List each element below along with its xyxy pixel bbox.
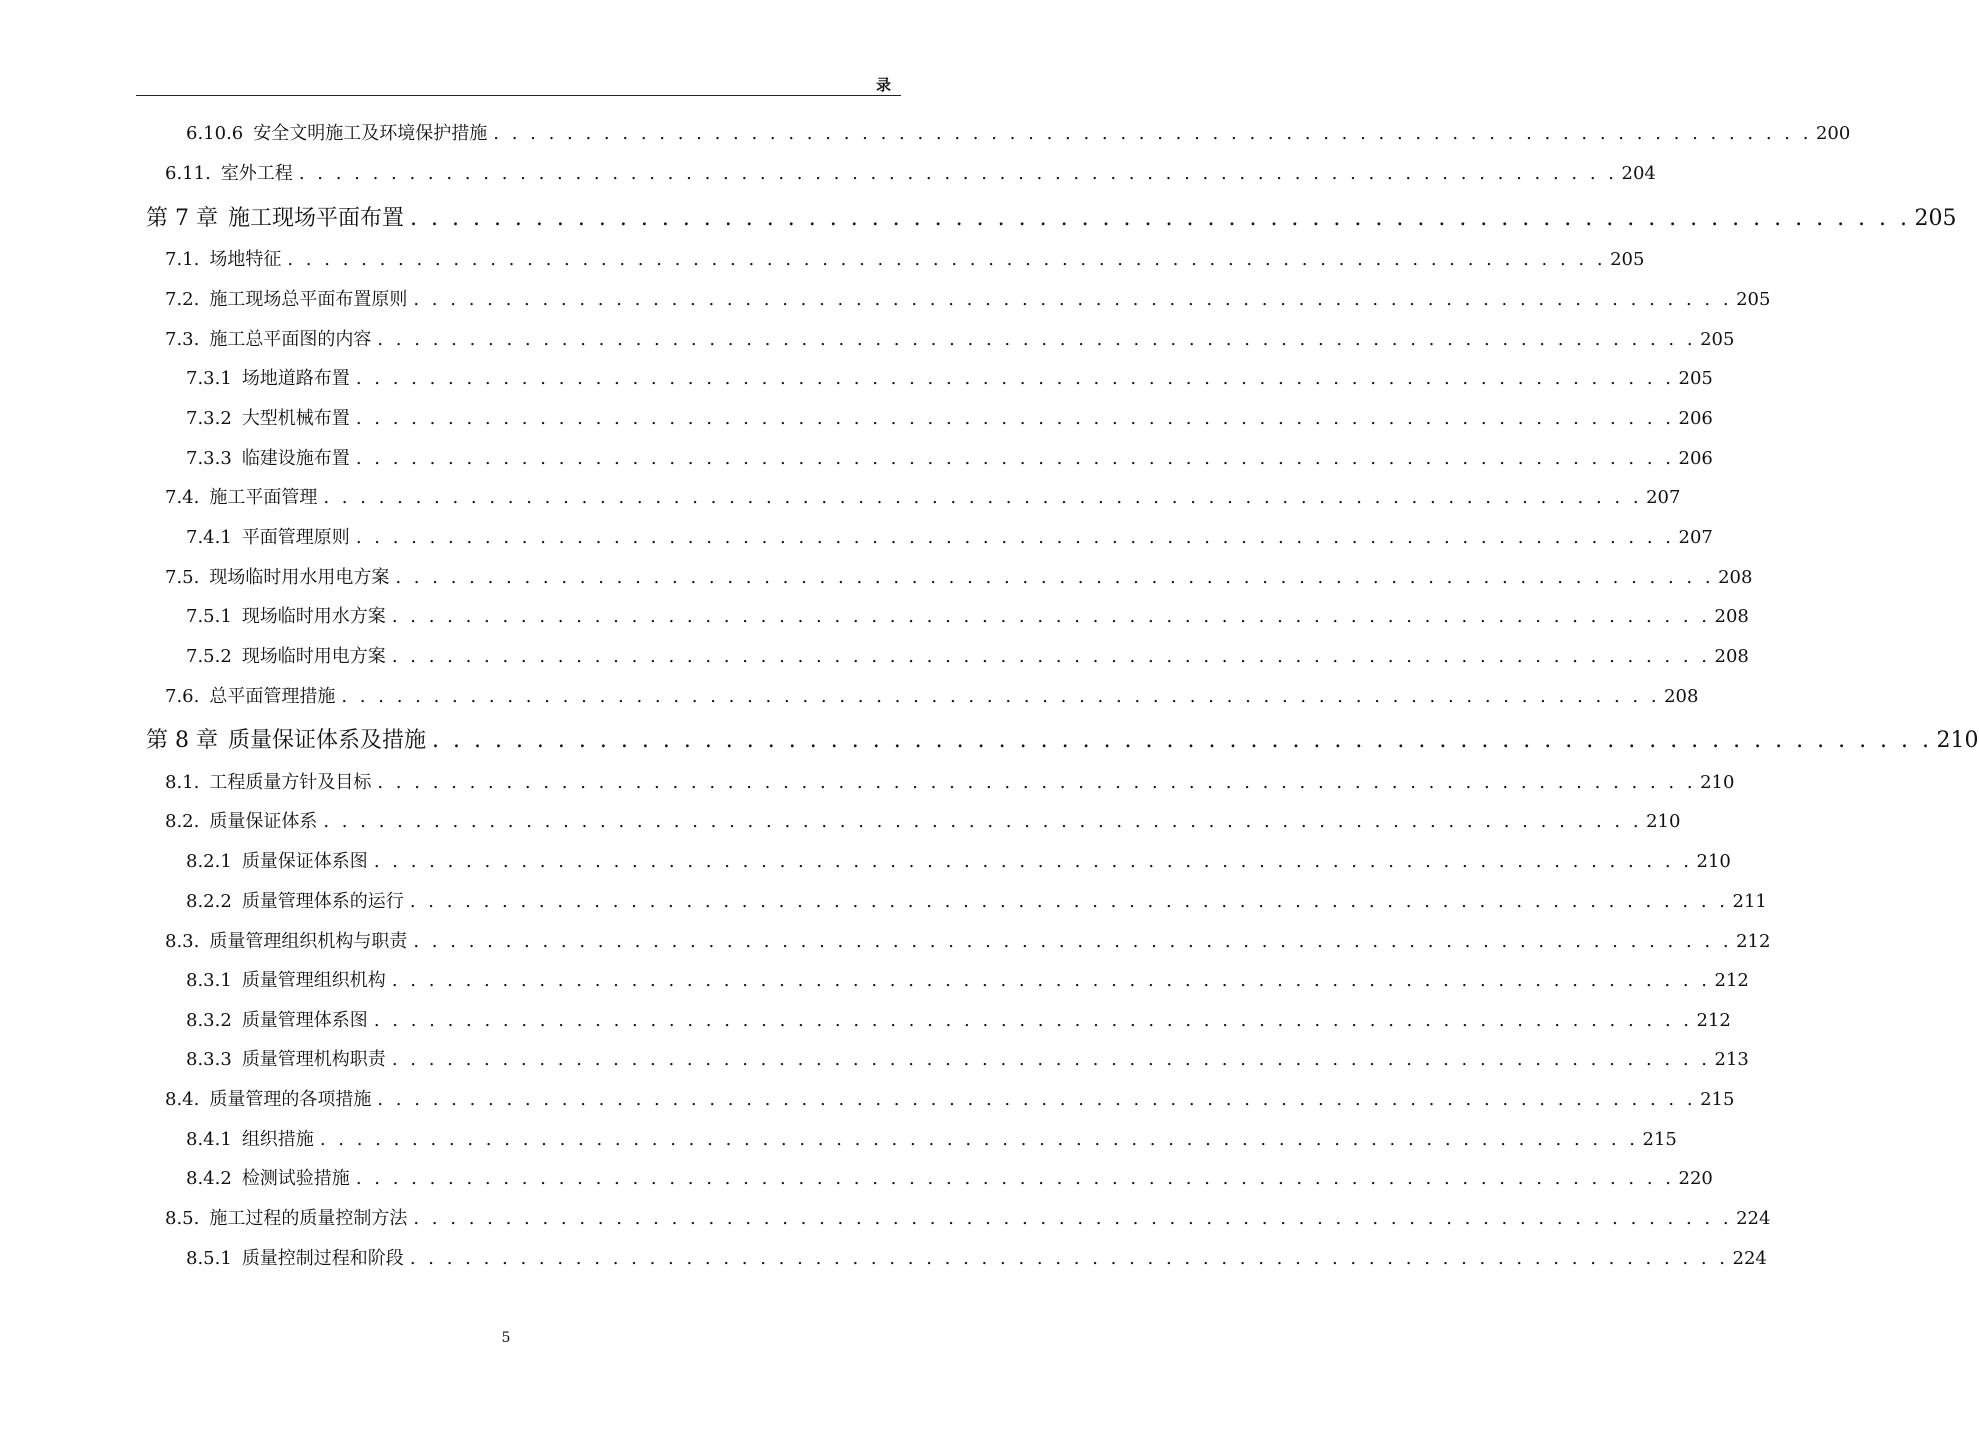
dot-leader: . . . . . . . . . . . . . . . . . . . . . . . . . . . . . . . . . . . . . . . . . . . . . . . . . . . . . . . . . . . . . . . . . . . . . . . . — [298, 163, 1618, 184]
toc-entry-number: 7.5.1 — [186, 606, 232, 627]
toc-entry-title: 质量管理体系的运行 — [241, 891, 404, 912]
toc-entry[interactable] — [165, 563, 1753, 593]
toc-entry[interactable] — [186, 1045, 1749, 1075]
toc-entry-title: 施工现场平面布置 — [227, 206, 404, 231]
dot-leader: . . . . . . . . . . . . . . . . . . . . . . . . . . . . . . . . . . . . . . . . . . . . . . . . . . . . . . . . . . . . . . . . . . . . . . . . — [319, 1129, 1639, 1150]
toc-entry-page: 208 — [1664, 686, 1699, 707]
toc-entry[interactable] — [186, 119, 1851, 149]
toc-entry-number: 7.4. — [165, 487, 200, 508]
toc-entry-page: 206 — [1678, 408, 1713, 429]
toc-entry-page: 210 — [1700, 772, 1735, 793]
toc-entry-number: 7.5.2 — [186, 646, 232, 667]
toc-entry-page: 208 — [1714, 606, 1749, 627]
dot-leader: . . . . . . . . . . . . . . . . . . . . . . . . . . . . . . . . . . . . . . . . . . . . . . . . . . . . . . . . . . . . . . . . . . . . . . . . — [413, 1208, 1733, 1229]
toc-entry[interactable] — [165, 285, 1771, 315]
toc-entry-page: 208 — [1718, 567, 1753, 588]
toc-entry-number: 8.4. — [165, 1089, 200, 1110]
toc-entry-title: 质量保证体系及措施 — [227, 728, 426, 753]
toc-entry-page: 208 — [1714, 646, 1749, 667]
toc-entry-page: 204 — [1621, 163, 1656, 184]
toc-entry-page: 213 — [1714, 1049, 1749, 1070]
toc-entry-number: 第 7 章 — [146, 206, 218, 231]
running-header-title: 录 — [875, 76, 892, 94]
toc-entry-page: 210 — [1646, 811, 1681, 832]
toc-entry[interactable] — [186, 1006, 1731, 1036]
toc-entry-page: 205 — [1610, 249, 1645, 270]
dot-leader: . . . . . . . . . . . . . . . . . . . . . . . . . . . . . . . . . . . . . . . . . . . . . . . . . . . . . . . . . . . . . . . . . . . . . . . . — [373, 1010, 1693, 1031]
toc-entry[interactable] — [165, 245, 1645, 275]
toc-entry[interactable] — [165, 682, 1699, 712]
toc-entry-title: 大型机械布置 — [241, 408, 350, 429]
toc-entry-number: 6.11. — [165, 163, 211, 184]
dot-leader: . . . . . . . . . . . . . . . . . . . . . . . . . . . . . . . . . . . . . . . . . . . . . . . . . . . . . . . . . . . . . . . . . . . . . . . . — [413, 289, 1733, 310]
toc-entry-number: 8.5.1 — [186, 1248, 232, 1269]
dot-leader: . . . . . . . . . . . . . . . . . . . . . . . . . . . . . . . . . . . . . . . . . . . . . . . . . . . . . . . . . . . . . . . . . . . . . . . . — [413, 931, 1733, 952]
toc-entry-title: 施工过程的质量控制方法 — [209, 1208, 408, 1229]
toc-entry[interactable] — [165, 927, 1771, 957]
toc-entry[interactable] — [186, 523, 1713, 553]
toc-entry[interactable] — [165, 159, 1656, 189]
dot-leader: . . . . . . . . . . . . . . . . . . . . . . . . . . . . . . . . . . . . . . . . . . . . . . . . . . . . . . . . . . . . . . . . . . . . . . . . — [355, 408, 1675, 429]
dot-leader: . . . . . . . . . . . . . . . . . . . . . . . . . . . . . . . . . . . . . . . . . . . . . . . . . . . . . . . . . . . . . . . . . . . . . . . . — [395, 567, 1715, 588]
toc-entry-title: 质量管理组织机构与职责 — [209, 931, 408, 952]
toc-entry-page: 220 — [1678, 1168, 1713, 1189]
dot-leader: . . . . . . . . . . . . . . . . . . . . . . . . . . . . . . . . . . . . . . . . . . . . . . . . . . . . . . . . . . . . . . . . . . . . . . . . — [323, 487, 1643, 508]
toc-entry-page: 207 — [1646, 487, 1681, 508]
toc-entry-number: 8.4.2 — [186, 1168, 232, 1189]
dot-leader: . . . . . . . . . . . . . . . . . . . . . . . . . . . . . . . . . . . . . . . . . . . . . . . . . . . . . . . . . . . . . . . . . . . . . . . . — [355, 368, 1675, 389]
toc-entry[interactable] — [186, 602, 1749, 632]
toc-entry-page: 210 — [1696, 851, 1731, 872]
toc-entry[interactable] — [165, 1085, 1735, 1115]
toc-entry-page: 205 — [1700, 329, 1735, 350]
toc-entry-number: 8.2.2 — [186, 891, 232, 912]
toc-entry-number: 7.6. — [165, 686, 200, 707]
toc-entry-page: 224 — [1732, 1248, 1767, 1269]
toc-entry-page: 205 — [1914, 206, 1957, 231]
dot-leader: . . . . . . . . . . . . . . . . . . . . . . . . . . . . . . . . . . . . . . . . . . . . . . . . . . . . . . . . . . . . . . . . . . . . . . . . — [373, 851, 1693, 872]
toc-entry-title: 施工总平面图的内容 — [209, 329, 372, 350]
toc-entry-number: 7.2. — [165, 289, 200, 310]
toc-entry-page: 205 — [1678, 368, 1713, 389]
toc-entry[interactable] — [165, 483, 1681, 513]
page-number: 5 — [501, 1330, 511, 1346]
toc-entry-title: 室外工程 — [220, 163, 293, 184]
dot-leader: . . . . . . . . . . . . . . . . . . . . . . . . . . . . . . . . . . . . . . . . . . . . . . . . . . . . . . . . . . . . . . . . . . . . . . . . — [409, 891, 1729, 912]
dot-leader: . . . . . . . . . . . . . . . . . . . . . . . . . . . . . . . . . . . . . . . . . . . . . . . . . . . . . . . . . . . . . . . . . . . . . . . . — [341, 686, 1661, 707]
toc-entry[interactable] — [186, 1125, 1677, 1155]
toc-entry[interactable] — [186, 887, 1767, 917]
toc-entry-title: 场地道路布置 — [241, 368, 350, 389]
toc-entry-title: 场地特征 — [209, 249, 282, 270]
toc-entry-number: 7.3.1 — [186, 368, 232, 389]
toc-entry-title: 现场临时用电方案 — [241, 646, 386, 667]
toc-entry-number: 8.3.2 — [186, 1010, 232, 1031]
toc-entry-title: 组织措施 — [241, 1129, 314, 1150]
toc-entry-page: 210 — [1936, 728, 1979, 753]
toc-entry-title: 施工现场总平面布置原则 — [209, 289, 408, 310]
toc-entry[interactable] — [186, 1164, 1713, 1194]
toc-entry-page: 212 — [1696, 1010, 1731, 1031]
dot-leader: . . . . . . . . . . . . . . . . . . . . . . . . . . . . . . . . . . . . . . . . . . . . . . . . . . . . . . . . . . . . . . . . . . . . . . . . — [391, 646, 1711, 667]
toc-entry[interactable] — [186, 404, 1713, 434]
toc-entry[interactable] — [165, 807, 1681, 837]
toc-entry-number: 8.2. — [165, 811, 200, 832]
toc-entry-page: 212 — [1714, 970, 1749, 991]
toc-entry-page: 200 — [1815, 123, 1851, 144]
dot-leader: . . . . . . . . . . . . . . . . . . . . . . . . . . . . . . . . . . . . . . . . . . . . . . . . . . . . . . . . . . . . . . . . . . . . . . . . — [287, 249, 1607, 270]
toc-entry[interactable] — [186, 847, 1731, 877]
toc-entry-number: 7.3. — [165, 329, 200, 350]
toc-entry-number: 7.3.2 — [186, 408, 232, 429]
dot-leader: . . . . . . . . . . . . . . . . . . . . . . . . . . . . . . . . . . . . . . . . . . . . . . . . . . . . . . . . . . . . . . . . . . . . . . . . — [355, 527, 1675, 548]
toc-entry-number: 8.5. — [165, 1208, 200, 1229]
toc-entry-number: 8.1. — [165, 772, 200, 793]
toc-entry-title: 平面管理原则 — [241, 527, 350, 548]
dot-leader: . . . . . . . . . . . . . . . . . . . . . . . . . . . . . . . . . . . . . . . . . . . . . . . . . . . . . . . . . . . . . . . . . . . . . . . . — [377, 329, 1697, 350]
toc-entry-page: 212 — [1736, 931, 1771, 952]
toc-entry-title: 质量控制过程和阶段 — [241, 1248, 404, 1269]
toc-entry-title: 施工平面管理 — [209, 487, 318, 508]
dot-leader: . . . . . . . . . . . . . . . . . . . . . . . . . . . . . . . . . . . . . . . . . . . . . . . . . . . . . . . . . . . . . . . . . . . . . . . . — [391, 970, 1711, 991]
toc-entry-title: 安全文明施工及环境保护措施 — [253, 123, 488, 144]
toc-entry-title: 工程质量方针及目标 — [209, 772, 372, 793]
dot-leader: . . . . . . . . . . . . . . . . . . . . . . . . . . . . . . . . . . . . . . . . . . . . . . . . . . . . . . . . . . . . . . . . . . . . . . . . — [432, 728, 1933, 753]
toc-entry-page: 215 — [1642, 1129, 1677, 1150]
toc-entry-number: 8.3. — [165, 931, 200, 952]
toc-entry[interactable] — [146, 201, 1957, 231]
toc-entry[interactable] — [186, 1244, 1767, 1274]
toc-entry-page: 215 — [1700, 1089, 1735, 1110]
dot-leader: . . . . . . . . . . . . . . . . . . . . . . . . . . . . . . . . . . . . . . . . . . . . . . . . . . . . . . . . . . . . . . . . . . . . . . . . — [410, 206, 1911, 231]
toc-entry-title: 质量管理组织机构 — [241, 970, 386, 991]
toc-entry-number: 7.4.1 — [186, 527, 232, 548]
dot-leader: . . . . . . . . . . . . . . . . . . . . . . . . . . . . . . . . . . . . . . . . . . . . . . . . . . . . . . . . . . . . . . . . . . . . . . . . — [391, 606, 1711, 627]
toc-entry-number: 第 8 章 — [146, 728, 218, 753]
toc-entry[interactable] — [165, 325, 1735, 355]
toc-entry-number: 8.3.3 — [186, 1049, 232, 1070]
toc-entry[interactable] — [186, 364, 1713, 394]
dot-leader: . . . . . . . . . . . . . . . . . . . . . . . . . . . . . . . . . . . . . . . . . . . . . . . . . . . . . . . . . . . . . . . . . . . . . . . . — [493, 123, 1812, 144]
header-divider — [136, 95, 901, 96]
toc-entry[interactable] — [165, 768, 1735, 798]
toc-entry-page: 206 — [1678, 448, 1713, 469]
toc-entry-number: 7.1. — [165, 249, 200, 270]
toc-entry-page: 207 — [1678, 527, 1713, 548]
toc-entry-title: 质量管理的各项措施 — [209, 1089, 372, 1110]
dot-leader: . . . . . . . . . . . . . . . . . . . . . . . . . . . . . . . . . . . . . . . . . . . . . . . . . . . . . . . . . . . . . . . . . . . . . . . . — [355, 1168, 1675, 1189]
toc-entry-title: 现场临时用水用电方案 — [209, 567, 390, 588]
toc-entry-page: 205 — [1736, 289, 1771, 310]
dot-leader: . . . . . . . . . . . . . . . . . . . . . . . . . . . . . . . . . . . . . . . . . . . . . . . . . . . . . . . . . . . . . . . . . . . . . . . . — [377, 1089, 1697, 1110]
toc-entry-title: 质量保证体系图 — [241, 851, 368, 872]
toc-entry[interactable] — [146, 723, 1979, 753]
toc-entry-number: 8.4.1 — [186, 1129, 232, 1150]
toc-entry-number: 7.5. — [165, 567, 200, 588]
toc-entry-title: 总平面管理措施 — [209, 686, 336, 707]
toc-entry[interactable] — [186, 966, 1749, 996]
toc-entry-title: 质量管理体系图 — [241, 1010, 368, 1031]
toc-entry[interactable] — [165, 1204, 1771, 1234]
toc-entry-title: 临建设施布置 — [241, 448, 350, 469]
dot-leader: . . . . . . . . . . . . . . . . . . . . . . . . . . . . . . . . . . . . . . . . . . . . . . . . . . . . . . . . . . . . . . . . . . . . . . . . — [391, 1049, 1711, 1070]
toc-entry-page: 211 — [1732, 891, 1767, 912]
toc-entry-title: 质量管理机构职责 — [241, 1049, 386, 1070]
dot-leader: . . . . . . . . . . . . . . . . . . . . . . . . . . . . . . . . . . . . . . . . . . . . . . . . . . . . . . . . . . . . . . . . . . . . . . . . — [377, 772, 1697, 793]
toc-entry[interactable] — [186, 444, 1713, 474]
dot-leader: . . . . . . . . . . . . . . . . . . . . . . . . . . . . . . . . . . . . . . . . . . . . . . . . . . . . . . . . . . . . . . . . . . . . . . . . — [409, 1248, 1729, 1269]
toc-entry-number: 8.3.1 — [186, 970, 232, 991]
toc-entry-number: 8.2.1 — [186, 851, 232, 872]
toc-entry-number: 6.10.6 — [186, 123, 244, 144]
dot-leader: . . . . . . . . . . . . . . . . . . . . . . . . . . . . . . . . . . . . . . . . . . . . . . . . . . . . . . . . . . . . . . . . . . . . . . . . — [355, 448, 1675, 469]
dot-leader: . . . . . . . . . . . . . . . . . . . . . . . . . . . . . . . . . . . . . . . . . . . . . . . . . . . . . . . . . . . . . . . . . . . . . . . . — [323, 811, 1643, 832]
toc-entry-number: 7.3.3 — [186, 448, 232, 469]
toc-entry-page: 224 — [1736, 1208, 1771, 1229]
toc-entry-title: 现场临时用水方案 — [241, 606, 386, 627]
toc-entry-title: 质量保证体系 — [209, 811, 318, 832]
toc-entry[interactable] — [186, 642, 1749, 672]
toc-entry-title: 检测试验措施 — [241, 1168, 350, 1189]
